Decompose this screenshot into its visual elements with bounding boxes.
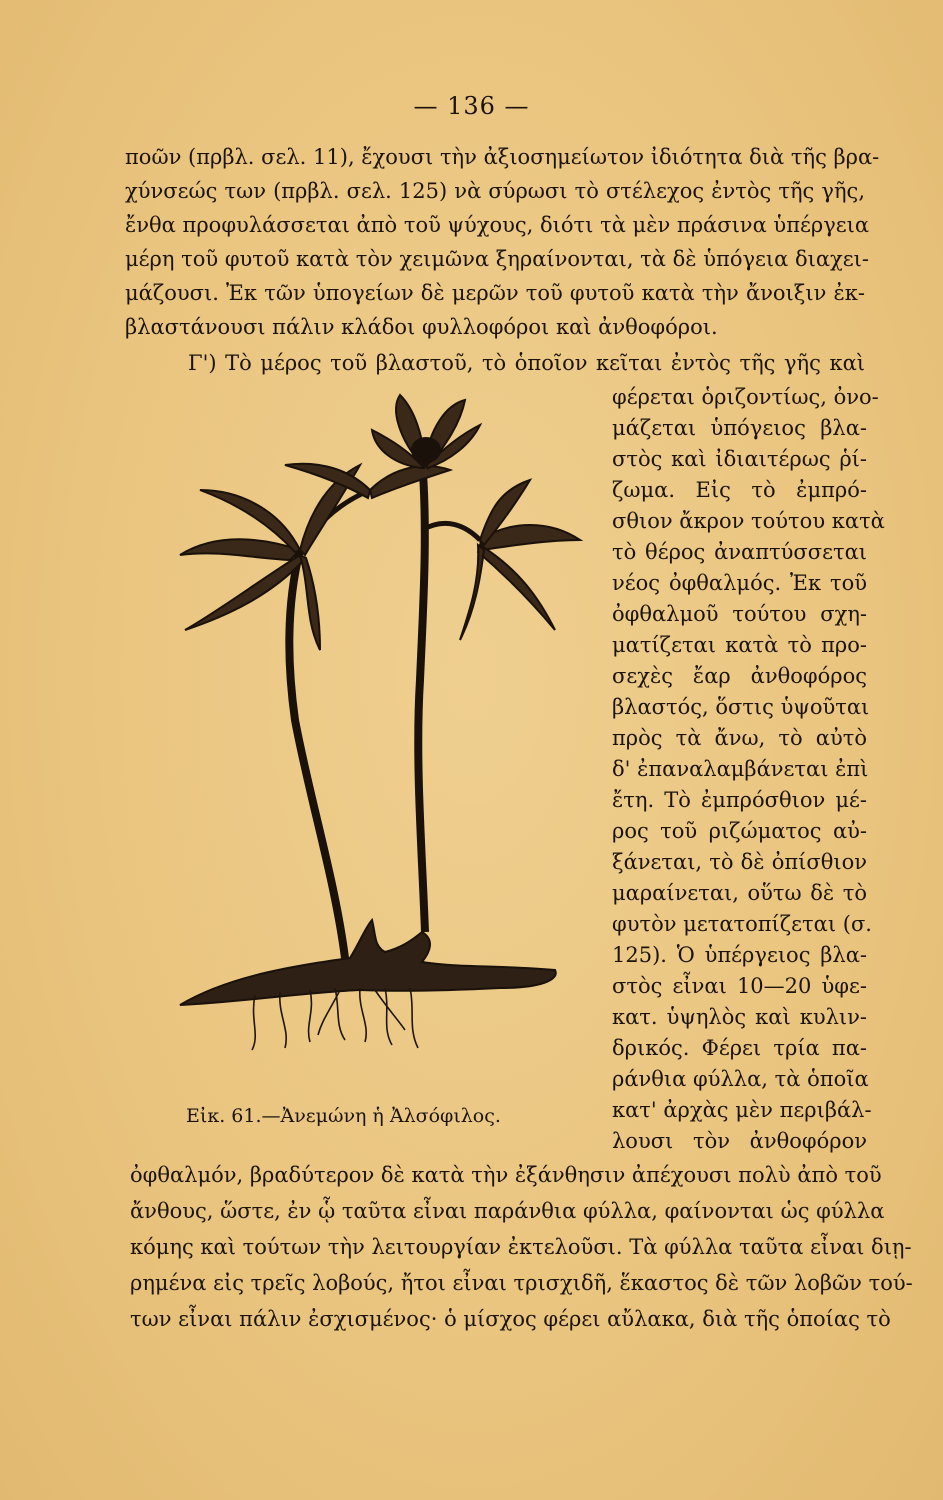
text-line: ἔνθα προφυλάσσεται ἀπὸ τοῦ ψύχους, διότι τὰ μὲν πράσινα ὑπέργεια [125, 213, 870, 237]
text-line: βλαστάνουσι πάλιν κλάδοι φυλλοφόροι καὶ ἀνθοφόροι. [125, 315, 718, 339]
text-line: ὀφθαλμοῦ τούτου σχη- [612, 602, 867, 626]
text-line: τὸ θέρος ἀναπτύσσεται [612, 540, 867, 564]
text-line: ζωμα. Εἰς τὸ ἐμπρό- [612, 478, 867, 502]
text-line: φυτὸν μετατοπίζεται (σ. [612, 912, 872, 936]
text-line: 125). Ὁ ὑπέργειος βλα- [612, 943, 867, 967]
text-line: σεχὲς ἔαρ ἀνθοφόρος [612, 664, 867, 688]
text-line: κατ' ἀρχὰς μὲν περιβάλ- [612, 1098, 872, 1122]
text-line: ποῶν (πρβλ. σελ. 11), ἔχουσι τὴν ἀξιοσημείωτον ἰδιότητα διὰ τῆς βρα- [125, 145, 880, 169]
text-line: κόμης καὶ τούτων τὴν λειτουργίαν ἐκτελοῦσι. Τὰ φύλλα ταῦτα εἶναι διῃ- [130, 1235, 912, 1259]
text-line: στὸς εἶναι 10—20 ὑφε- [612, 974, 867, 998]
text-line: πρὸς τὰ ἄνω, τὸ αὐτὸ [612, 726, 867, 750]
text-line: βλαστός, ὅστις ὑψοῦται [612, 695, 870, 719]
text-line: δ' ἐπαναλαμβάνεται ἐπὶ [612, 757, 869, 781]
text-line: λουσι τὸν ἀνθοφόρον [612, 1129, 867, 1153]
text-line: φέρεται ὁριζοντίως, ὀνο- [612, 385, 879, 409]
text-line: σθιον ἄκρον τούτου κατὰ [612, 509, 885, 533]
text-line: μέρη τοῦ φυτοῦ κατὰ τὸν χειμῶνα ξηραίνονται, τὰ δὲ ὑπόγεια διαχει- [125, 247, 869, 271]
text-line: ρος τοῦ ριζώματος αὐ- [612, 819, 867, 843]
text-line: ξάνεται, τὸ δὲ ὀπίσθιον [612, 850, 867, 874]
text-line: στὸς καὶ ἰδιαιτέρως ῥί- [612, 447, 867, 471]
page-number: — 136 — [413, 92, 530, 120]
text-line: μαραίνεται, οὕτω δὲ τὸ [612, 881, 867, 905]
text-line: ὀφθαλμόν, βραδύτερον δὲ κατὰ τὴν ἐξάνθησιν ἀπέχουσι πολὺ ἀπὸ τοῦ [130, 1163, 882, 1187]
text-line: ράνθια φύλλα, τὰ ὁποῖα [612, 1067, 869, 1091]
text-line: Γ') Τὸ μέρος τοῦ βλαστοῦ, τὸ ὁποῖον κεῖται ἐντὸς τῆς γῆς καὶ [188, 351, 865, 375]
text-line: μάζεται ὑπόγειος βλα- [612, 416, 867, 440]
figure-caption: Εἰκ. 61.—Ἀνεμώνη ἡ Ἀλσόφιλος. [186, 1105, 501, 1127]
anemone-illustration [160, 380, 600, 1080]
text-line: δρικός. Φέρει τρία πα- [612, 1036, 867, 1060]
text-line: νέος ὀφθαλμός. Ἐκ τοῦ [612, 571, 867, 595]
text-line: ρημένα εἰς τρεῖς λοβούς, ἤτοι εἶναι τρισχιδῆ, ἕκαστος δὲ τῶν λοβῶν τού- [130, 1271, 913, 1295]
text-line: μάζουσι. Ἐκ τῶν ὑπογείων δὲ μερῶν τοῦ φυτοῦ κατὰ τὴν ἄνοιξιν ἐκ- [125, 281, 865, 305]
text-line: χύνσεώς των (πρβλ. σελ. 125) νὰ σύρωσι τὸ στέλεχος ἐντὸς τῆς γῆς, [125, 179, 865, 203]
text-line: κατ. ὑψηλὸς καὶ κυλιν- [612, 1005, 867, 1029]
text-line: ἄνθους, ὥστε, ἐν ᾧ ταῦτα εἶναι παράνθια φύλλα, φαίνονται ὡς φύλλα [130, 1199, 885, 1223]
text-line: ματίζεται κατὰ τὸ προ- [612, 633, 867, 657]
text-line: των εἶναι πάλιν ἐσχισμένος· ὁ μίσχος φέρει αὔλακα, διὰ τῆς ὁποίας τὸ [130, 1307, 891, 1331]
text-line: ἔτη. Τὸ ἐμπρόσθιον μέ- [612, 788, 867, 812]
